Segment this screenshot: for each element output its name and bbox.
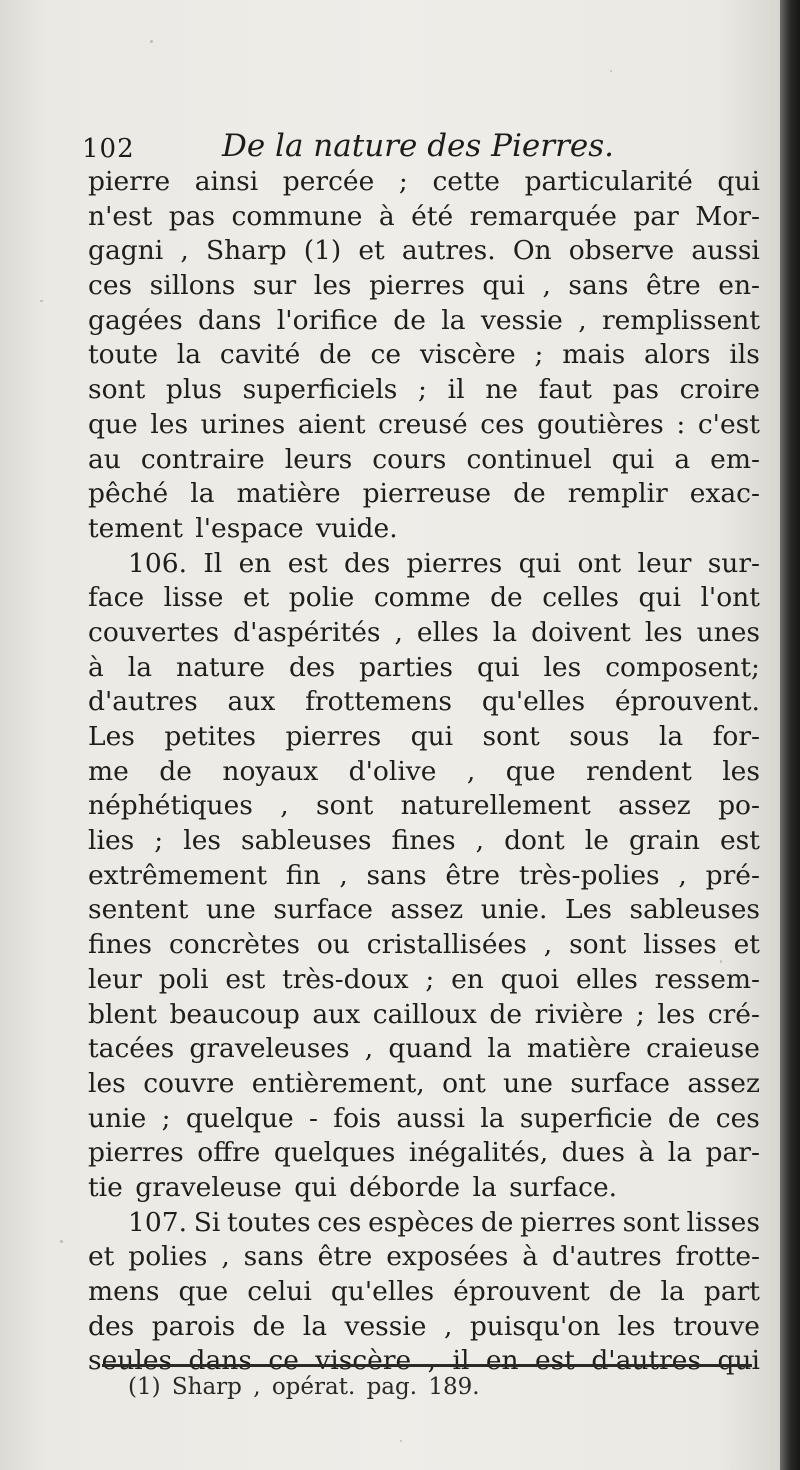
text-line: n'est pas commune à été remarquée par Mor- [88,200,760,232]
text-line: toute la cavité de ce viscère ; mais alors ils [88,339,760,371]
text-line: tie graveleuse qui déborde la surface. [88,1171,618,1203]
text-line: au contraire leurs cours continuel qui a em- [88,443,760,475]
text-line: seules dans ce viscère , il en est d'autres qui [88,1345,760,1377]
text-line: tacées graveleuses , quand la matière craieuse [88,1033,760,1065]
text-line: gagées dans l'orifice de la vessie , remplissent [88,304,760,336]
text-line: face lisse et polie comme de celles qui l'ont [88,582,760,614]
text-line: extrêmement fin , sans être très-polies , pré- [88,859,760,891]
text-line: blent beaucoup aux cailloux de rivière ; les cré- [88,998,760,1030]
paper-speck [150,40,153,43]
text-line: à la nature des parties qui les composent; [88,651,760,683]
text-line: pêché la matière pierreuse de remplir exac- [88,478,760,510]
body-text [88,165,760,1379]
text-line: pierre ainsi percée ; cette particularité qui [88,166,760,197]
text-line: pierres offre quelques inégalités, dues à la par- [88,1137,760,1169]
text-line: d'autres aux frottemens qu'elles éprouvent. [88,686,760,718]
page-header [82,128,762,168]
text-line: 107. Si toutes ces espèces de pierres sont lisses [128,1206,760,1238]
text-line: les couvre entièrement, ont une surface assez [88,1067,760,1099]
footnote-rule [102,1364,752,1367]
book-binding-shadow [780,0,800,1470]
text-line: unie ; quelque - fois aussi la superficie de ces [88,1102,760,1134]
text-line: des parois de la vessie , puisqu'on les trouve [88,1310,760,1342]
paper-speck [610,70,612,72]
text-line: mens que celui qu'elles éprouvent de la part [88,1276,760,1307]
text-line: 106. Il en est des pierres qui ont leur sur- [128,547,760,579]
text-line: me de noyaux d'olive , que rendent les [88,755,760,787]
text-line: fines concrètes ou cristallisées , sont lisses et [88,929,760,961]
running-title: De la nature des Pierres. [222,128,615,164]
text-line: sont plus superficiels ; il ne faut pas croire [88,374,760,406]
text-line: tement l'espace vuide. [88,512,398,544]
page-number: 102 [82,134,135,164]
text-line: lies ; les sableuses fines , dont le grain est [88,825,760,857]
text-line: ces sillons sur les pierres qui , sans être en- [88,270,760,302]
text-line: couvertes d'aspérités , elles la doivent les unes [88,616,760,648]
text-line: que les urines aient creusé ces goutières : c'est [88,408,760,440]
paper-speck [400,1440,402,1442]
text-line: leur poli est très-doux ; en quoi elles ressem- [88,963,760,995]
text-line: Les petites pierres qui sont sous la for- [88,721,760,752]
text-line: néphétiques , sont naturellement assez po- [88,790,760,822]
footnote: (1) Sharp , opérat. pag. 189. [128,1374,480,1400]
text-line: sentent une surface assez unie. Les sableuses [88,894,760,926]
paper-speck [40,300,43,302]
paper-speck [60,1240,63,1243]
text-line: gagni , Sharp (1) et autres. On observe aussi [88,235,760,267]
text-line: et polies , sans être exposées à d'autres frotte- [88,1241,760,1273]
